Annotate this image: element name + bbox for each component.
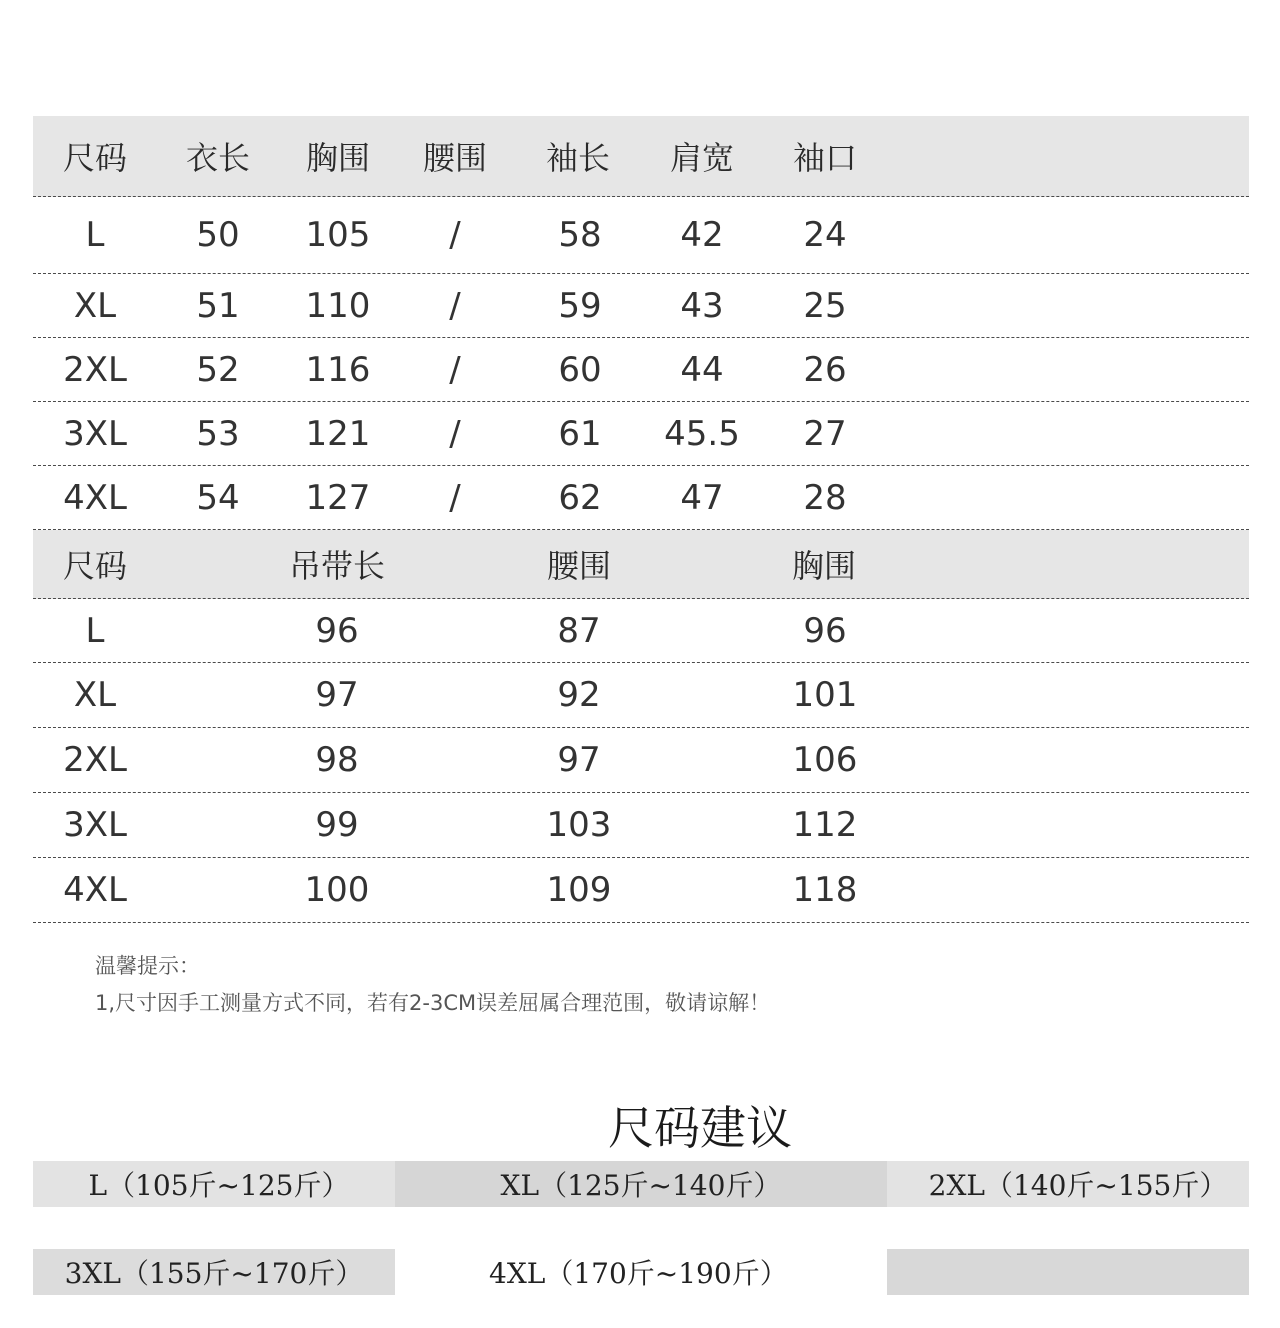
table-cell: 116 (305, 349, 371, 390)
table-cell: 121 (305, 413, 371, 454)
table1-header-cell: 尺码 (62, 139, 127, 177)
table-cell: 2XL (63, 740, 127, 780)
table-cell: 109 (546, 870, 612, 910)
table-cell: L (85, 610, 105, 651)
table-cell: 53 (196, 413, 240, 454)
size-suggestion-item: L（105斤~125斤） (88, 1169, 350, 1202)
table2-header-cell: 尺码 (62, 547, 127, 585)
table1-header-cell: 袖长 (545, 139, 610, 177)
table-cell: 44 (680, 349, 724, 390)
tips-title: 温馨提示： (95, 954, 200, 978)
table-cell: 24 (803, 215, 847, 255)
table-cell: 100 (304, 870, 370, 910)
table2-header-cell: 腰围 (546, 547, 611, 585)
table-cell: 61 (558, 413, 602, 454)
table-cell: 3XL (63, 805, 127, 845)
table-cell: 96 (315, 610, 359, 651)
table-cell: L (85, 215, 105, 255)
table1-header-cell: 腰围 (422, 139, 487, 177)
size-suggestion-row (33, 1161, 1249, 1207)
size-suggestion-title: 尺码建议 (608, 1101, 792, 1155)
table-cell: / (449, 215, 461, 255)
table-cell: 106 (792, 740, 858, 780)
table2-header-cell: 胸围 (791, 547, 856, 585)
table1-header-row (33, 116, 1249, 197)
table-cell: XL (73, 285, 117, 326)
table-cell: 110 (305, 285, 371, 326)
table2-header-row (33, 530, 1249, 599)
table-cell: 62 (558, 477, 602, 518)
table-cell: 3XL (63, 413, 127, 454)
table-row (33, 663, 1249, 728)
table-cell: 4XL (63, 477, 127, 518)
table-row (33, 599, 1249, 663)
size-chart (33, 116, 1249, 923)
table-cell: / (449, 413, 461, 454)
table1-header-cell: 袖口 (792, 139, 857, 177)
table-cell: 42 (680, 215, 724, 255)
size-suggestion-item: XL（125斤~140斤） (395, 1161, 887, 1207)
size-suggestion-item: 3XL（155斤~170斤） (33, 1249, 395, 1295)
table-cell: 127 (305, 477, 371, 518)
table-cell: 27 (803, 413, 847, 454)
table-cell: 4XL (63, 870, 127, 910)
table-cell: 101 (792, 675, 858, 715)
table-cell: 105 (305, 215, 371, 255)
table-cell: 52 (196, 349, 240, 390)
table-row (33, 338, 1249, 402)
table-cell: / (449, 477, 461, 518)
table-cell: XL (73, 675, 117, 715)
table-cell: 112 (792, 805, 858, 845)
table-cell: 50 (196, 215, 240, 255)
table-cell: / (449, 285, 461, 326)
table-row (33, 728, 1249, 793)
table-row (33, 274, 1249, 338)
table-cell: 87 (557, 610, 601, 651)
table-cell: 99 (315, 805, 359, 845)
table-cell: 60 (558, 349, 602, 390)
table-cell: 45.5 (664, 413, 740, 454)
table-cell: 54 (196, 477, 240, 518)
table-cell: 103 (546, 805, 612, 845)
table-cell: 97 (315, 675, 359, 715)
table-cell: 51 (196, 285, 240, 326)
size-suggestion-item: 4XL（170斤~190斤） (395, 1249, 887, 1295)
table-cell: 92 (557, 675, 601, 715)
table-row (33, 197, 1249, 274)
table-row (33, 402, 1249, 466)
size-suggestion-item: 2XL（140斤~155斤） (928, 1169, 1228, 1202)
table-cell: 97 (557, 740, 601, 780)
table-cell: 25 (803, 285, 847, 326)
table1-header-cell: 肩宽 (669, 139, 734, 177)
table-cell: 118 (792, 870, 858, 910)
table-row (33, 466, 1249, 530)
table1-header-cell: 胸围 (305, 139, 370, 177)
table-cell: 2XL (63, 349, 127, 390)
tips-line: 1,尺寸因手工测量方式不同，若有2-3CM误差屈属合理范围，敬请谅解！ (95, 991, 771, 1015)
table-row (33, 858, 1249, 923)
size-suggestion-empty-cell (887, 1249, 1249, 1295)
table-cell: 59 (558, 285, 602, 326)
table-cell: 28 (803, 477, 847, 518)
table-cell: 96 (803, 610, 847, 651)
table2-header-cell: 吊带长 (288, 547, 385, 585)
table-cell: 47 (680, 477, 724, 518)
table-cell: 43 (680, 285, 724, 326)
table-cell: / (449, 349, 461, 390)
table-cell: 58 (558, 215, 602, 255)
tips-block (95, 948, 770, 1022)
table-cell: 98 (315, 740, 359, 780)
size-suggestion-row (33, 1249, 1249, 1295)
table-row (33, 793, 1249, 858)
table-cell: 26 (803, 349, 847, 390)
table1-header-cell: 衣长 (185, 139, 250, 177)
